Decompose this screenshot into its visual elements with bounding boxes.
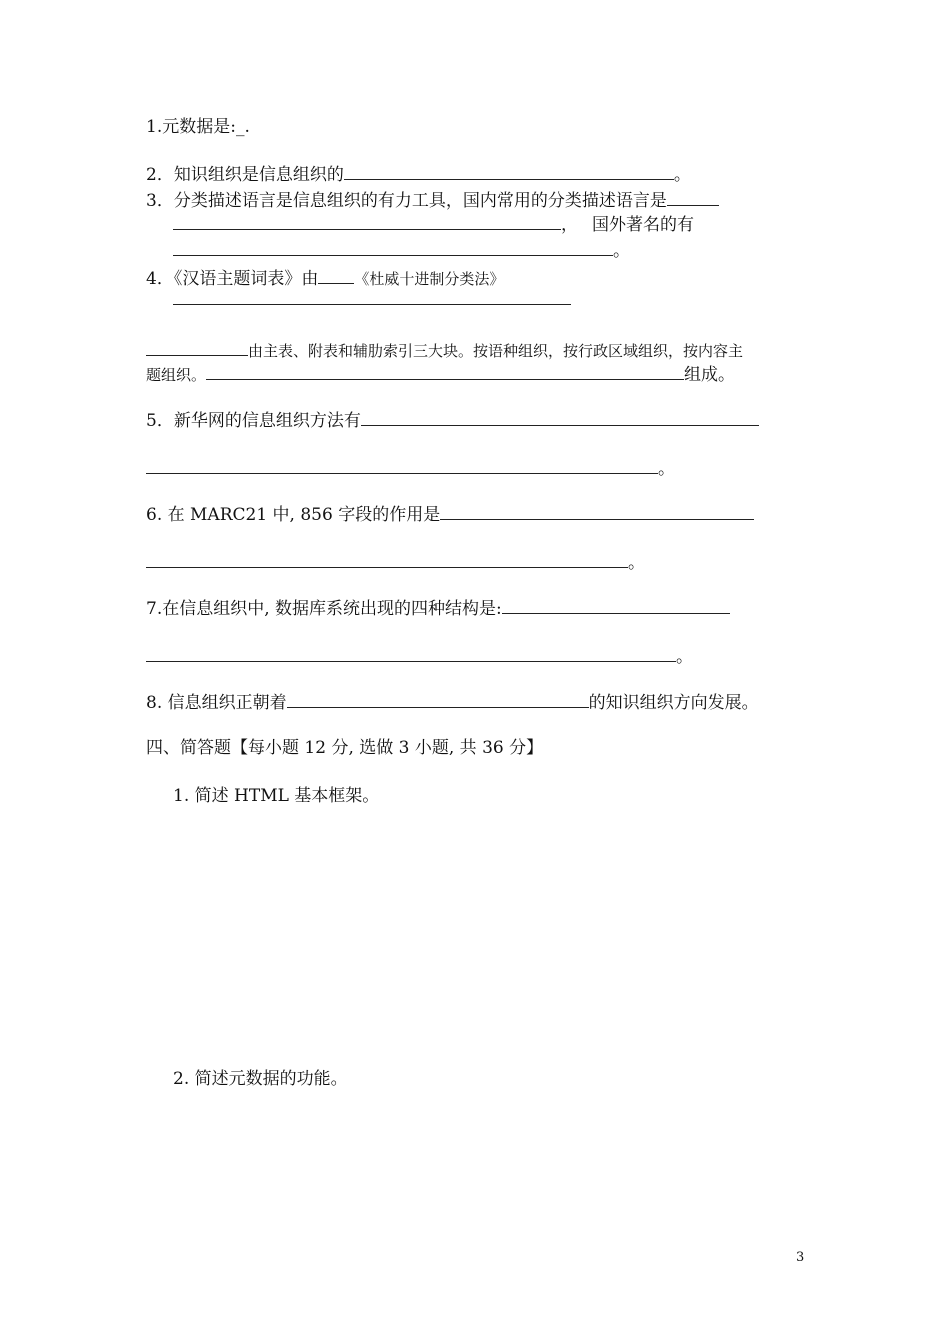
question-2 bbox=[146, 162, 691, 186]
question-7-end: 。 bbox=[676, 647, 693, 667]
question-4-mid: 由主表、附表和辅肋索引三大块。按语种组织，按行政区域组织，按内容主 bbox=[248, 342, 744, 360]
question-4-line-3 bbox=[146, 338, 743, 362]
question-4 bbox=[146, 266, 504, 290]
question-2-text: 2．知识组织是信息组织的 bbox=[146, 165, 344, 185]
question-5-line-2 bbox=[146, 456, 675, 480]
page-number: 3 bbox=[796, 1250, 805, 1265]
question-4-line2: 题组织。 bbox=[146, 366, 207, 384]
question-6 bbox=[146, 502, 754, 526]
section-4-title: 四、简答题【每小题 12 分, 选做 3 小题, 共 36 分】 bbox=[146, 738, 544, 758]
answer-blank[interactable] bbox=[146, 550, 628, 568]
question-4-line-4 bbox=[146, 362, 735, 386]
question-7 bbox=[146, 596, 730, 620]
question-6-line-2 bbox=[146, 550, 645, 574]
question-3 bbox=[146, 188, 719, 212]
answer-blank[interactable] bbox=[318, 266, 354, 284]
question-3-foreign: 国外著名的有 bbox=[592, 215, 694, 235]
short-answer-1: 1. 简述 HTML 基本框架。 bbox=[173, 786, 380, 806]
question-8 bbox=[146, 690, 759, 714]
answer-blank[interactable] bbox=[361, 408, 759, 426]
answer-blank[interactable] bbox=[287, 690, 589, 708]
answer-blank[interactable] bbox=[173, 238, 613, 256]
question-5-text: 5．新华网的信息组织方法有 bbox=[146, 411, 361, 431]
answer-blank[interactable] bbox=[502, 596, 730, 614]
question-7-line-2 bbox=[146, 644, 693, 668]
question-1: 1.元数据是:_. bbox=[146, 117, 250, 137]
question-8-end: 的知识组织方向发展。 bbox=[588, 693, 759, 713]
answer-blank[interactable] bbox=[667, 188, 719, 206]
question-5-end: 。 bbox=[658, 459, 675, 479]
answer-blank[interactable] bbox=[440, 502, 754, 520]
question-6-text: 6. 在 MARC21 中, 856 字段的作用是 bbox=[146, 505, 441, 525]
question-4-book: 《杜威十进制分类法》 bbox=[354, 270, 505, 288]
answer-blank[interactable] bbox=[173, 304, 571, 305]
answer-blank[interactable] bbox=[146, 644, 676, 662]
question-3-text: 3．分类描述语言是信息组织的有力工具，国内常用的分类描述语言是 bbox=[146, 191, 667, 211]
question-3-end: 。 bbox=[613, 241, 630, 261]
answer-blank[interactable] bbox=[344, 162, 674, 180]
answer-blank[interactable] bbox=[206, 362, 684, 380]
question-7-text: 7.在信息组织中, 数据库系统出现的四种结构是: bbox=[146, 599, 502, 619]
question-4-end: 组成。 bbox=[684, 365, 736, 385]
question-5 bbox=[146, 408, 759, 432]
answer-blank[interactable] bbox=[146, 456, 658, 474]
question-3-comma: ， bbox=[561, 215, 578, 235]
short-answer-2: 2. 简述元数据的功能。 bbox=[173, 1069, 348, 1089]
question-3-line-3 bbox=[173, 238, 630, 262]
question-6-end: 。 bbox=[628, 553, 645, 573]
question-3-line-2 bbox=[173, 212, 694, 236]
question-8-text: 8. 信息组织正朝着 bbox=[146, 693, 287, 713]
answer-blank[interactable] bbox=[173, 212, 561, 230]
question-4-text: 4．《汉语主题词表》由 bbox=[146, 269, 319, 289]
question-2-end: 。 bbox=[673, 165, 691, 185]
answer-blank[interactable] bbox=[146, 338, 248, 356]
